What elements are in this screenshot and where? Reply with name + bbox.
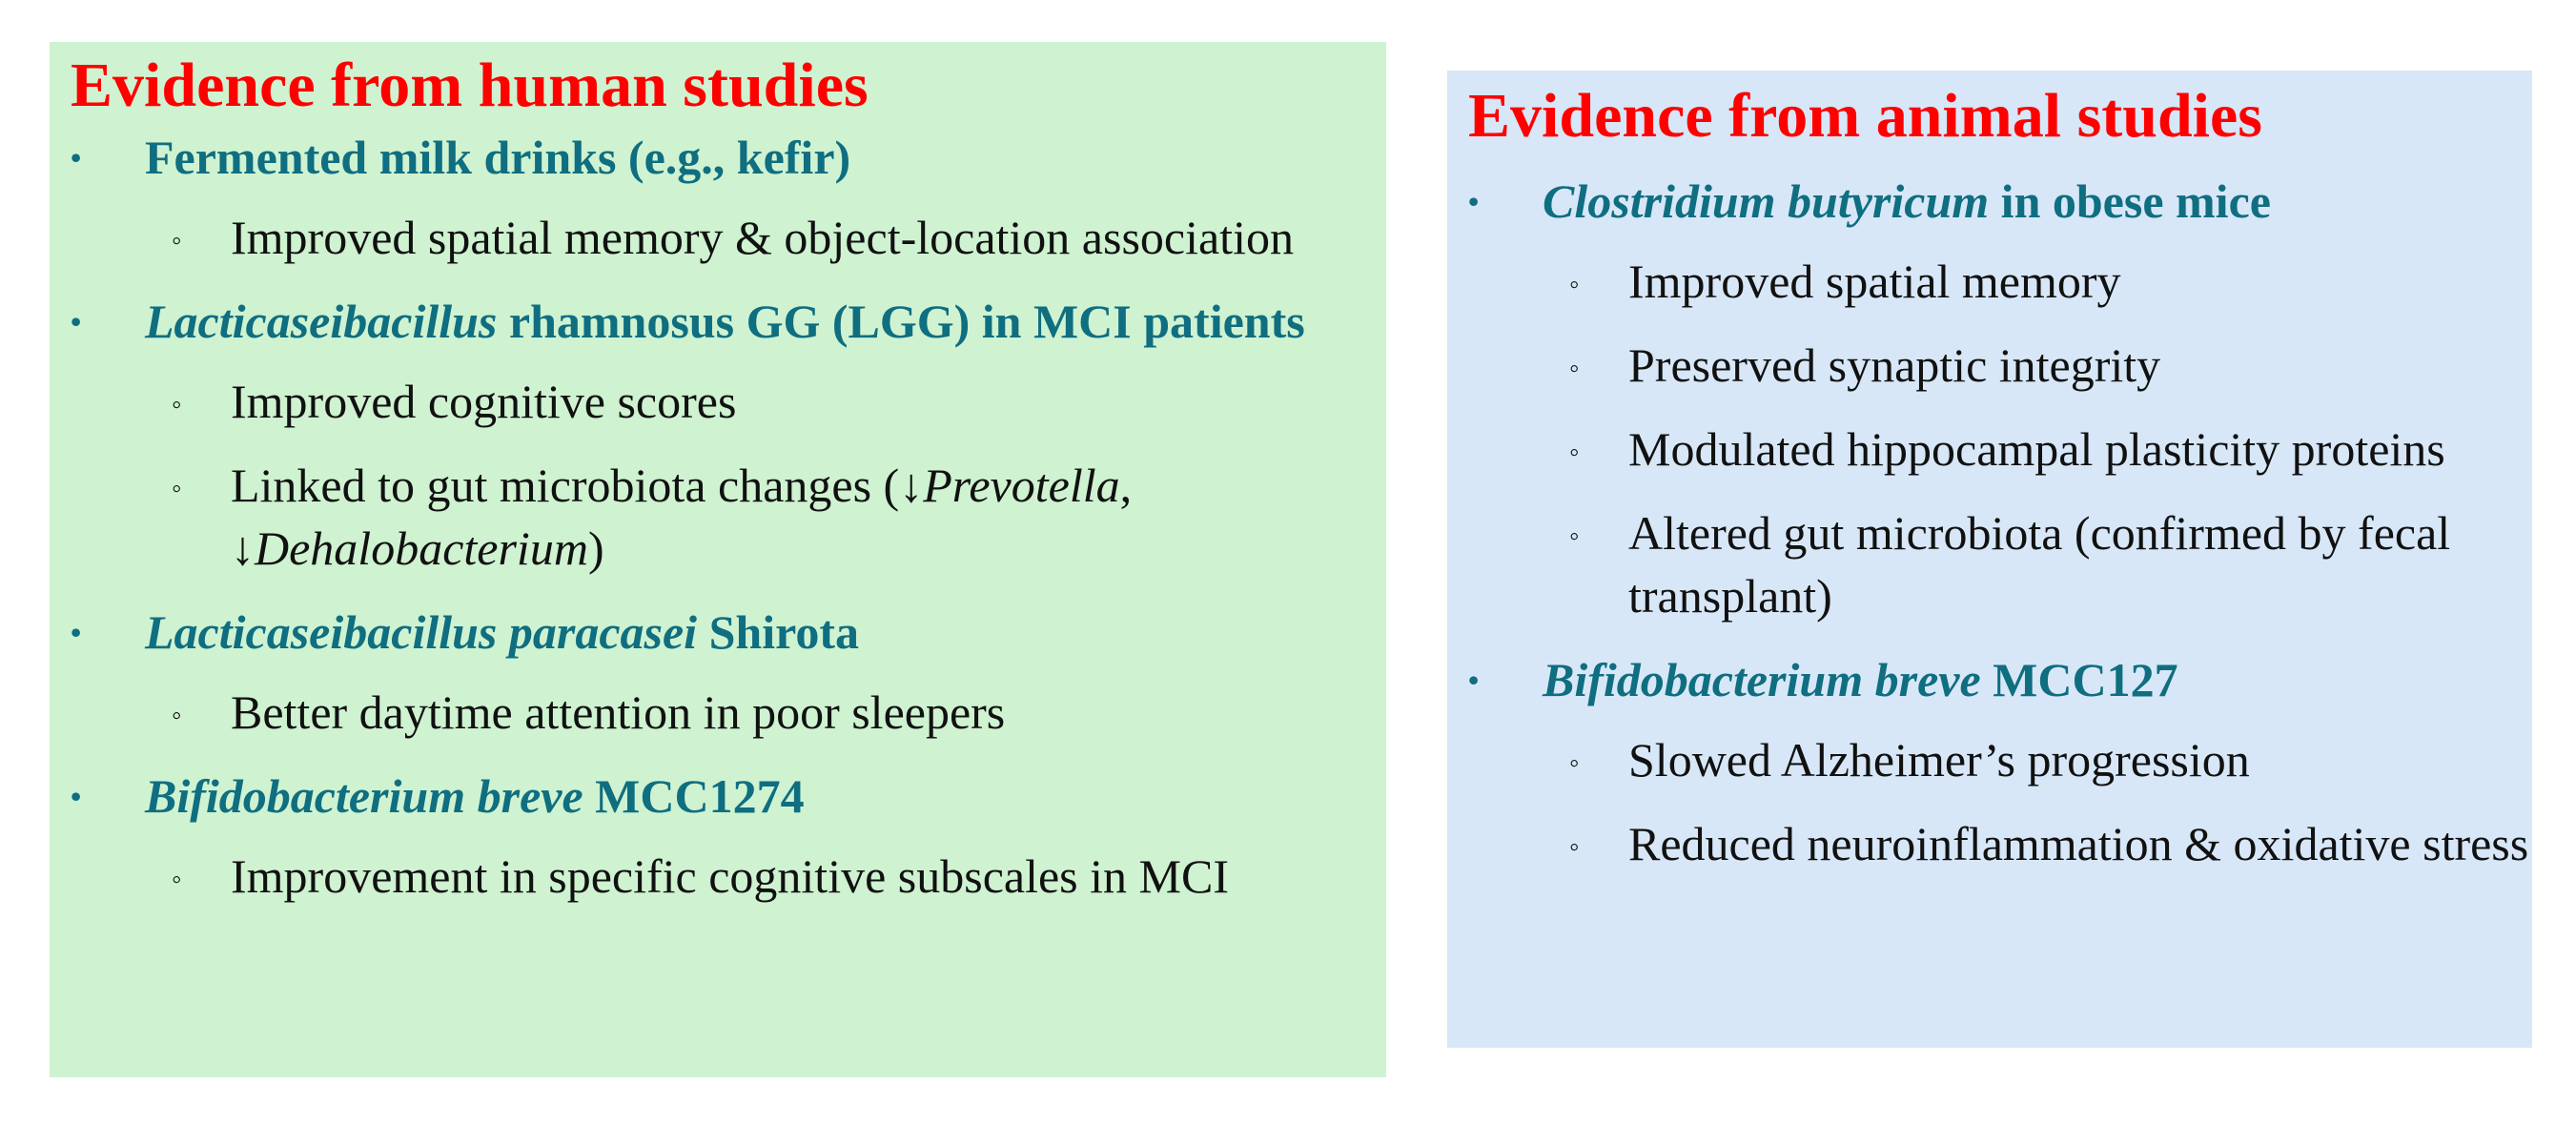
sub-item <box>1543 418 2532 480</box>
sub-item-text: Better daytime attention in poor sleepers <box>231 685 1006 739</box>
sub-item-text: Altered gut microbiota (confirmed by fecal transplant) <box>1628 505 2451 623</box>
sub-item-text: Slowed Alzheimer’s progression <box>1628 732 2250 787</box>
item-italic: Lacticaseibacillus paracasei <box>145 604 698 659</box>
sub-item-text-mid: , ↓ <box>231 458 1133 575</box>
sub-item-text: Improved cognitive scores <box>231 374 737 428</box>
list-item <box>1468 170 2532 627</box>
sub-item-italic: Dehalobacterium <box>255 521 588 575</box>
sub-item <box>1543 334 2532 397</box>
sub-item <box>145 206 1386 269</box>
list-item <box>1468 648 2532 875</box>
sub-item <box>145 454 1386 580</box>
human-studies-list <box>71 126 1386 908</box>
animal-studies-panel <box>1447 71 2532 1048</box>
sub-item-text-post: ) <box>587 521 604 575</box>
sub-item-text: Improvement in specific cognitive subscales in MCI <box>231 848 1229 903</box>
list-item <box>71 601 1386 744</box>
sub-item <box>145 681 1386 744</box>
item-italic: Bifidobacterium breve <box>1543 652 1981 706</box>
animal-studies-list <box>1468 170 2532 875</box>
sub-item <box>1543 501 2532 627</box>
item-text: rhamnosus GG (LGG) in MCI patients <box>497 294 1305 348</box>
item-italic: Lacticaseibacillus <box>145 294 498 348</box>
sub-item-text: Improved spatial memory & object-location association <box>231 210 1294 264</box>
human-studies-heading: Evidence from human studies <box>71 51 869 120</box>
item-italic: Bifidobacterium breve <box>145 768 583 823</box>
list-item <box>71 126 1386 269</box>
item-text: Shirota <box>697 604 860 659</box>
sub-item-text: Preserved synaptic integrity <box>1628 337 2161 392</box>
item-text: Fermented milk drinks (e.g., kefir) <box>145 130 851 184</box>
sub-item-italic: Prevotella <box>923 458 1120 512</box>
animal-studies-heading: Evidence from animal studies <box>1468 81 2262 151</box>
sub-item <box>145 845 1386 908</box>
list-item <box>71 765 1386 908</box>
sub-item <box>1543 812 2532 875</box>
item-text: MCC1274 <box>583 768 805 823</box>
sub-item <box>1543 250 2532 313</box>
human-studies-panel <box>50 42 1386 1077</box>
list-item <box>71 290 1386 580</box>
sub-item-text: Reduced neuroinflammation & oxidative stress <box>1628 816 2529 870</box>
item-text: MCC127 <box>1980 652 2178 706</box>
sub-item <box>145 370 1386 433</box>
item-text: in obese mice <box>1989 174 2271 228</box>
sub-item-text: Improved spatial memory <box>1628 254 2121 308</box>
sub-item-text-pre: Linked to gut microbiota changes (↓ <box>231 458 924 512</box>
sub-item <box>1543 728 2532 791</box>
item-italic: Clostridium butyricum <box>1543 174 1990 228</box>
sub-item-text: Modulated hippocampal plasticity proteins <box>1628 421 2445 476</box>
